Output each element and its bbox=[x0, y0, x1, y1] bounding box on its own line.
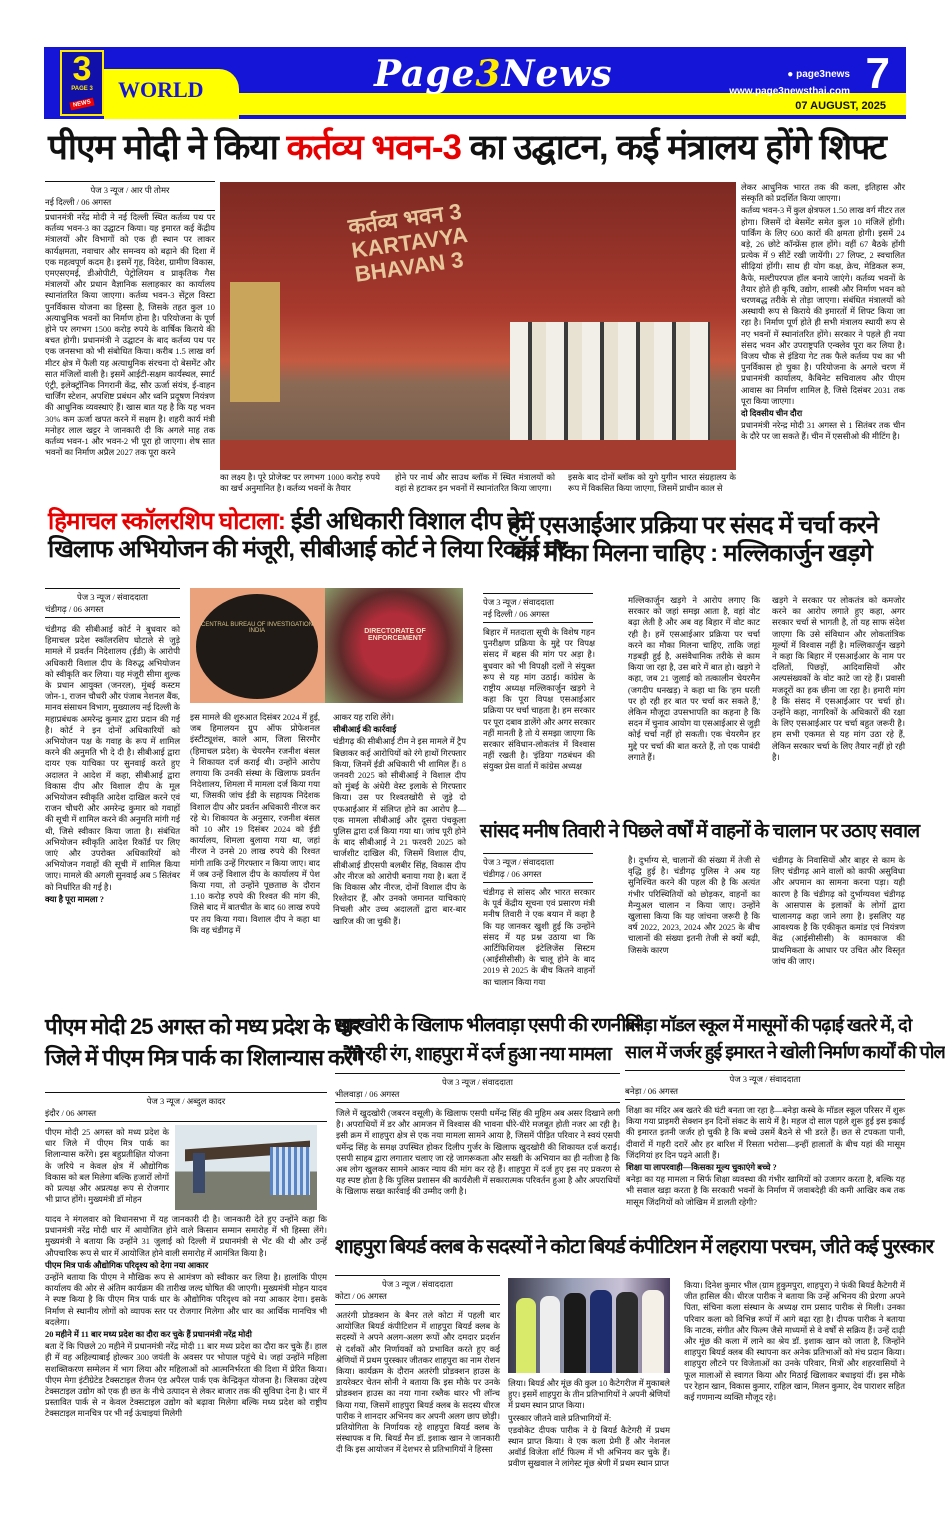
person bbox=[564, 1293, 586, 1373]
beard-col1: अतरंगी प्रोडक्शन के बैनर तले कोटा में पहली बार आयोजित बियर्ड कंपीटिशन में शाहपुरा बियर्ड क्लब के सदस्यों ने अपने अलग-अलग रूपों और दमदार प्रदर्शन से दर्शकों और निर्णायकों को प्रभावित करते हुए कई श्रेणियों में प्रथम पुरस्कार जीतकर शाहपुरा का नाम रोशन किया। कार्यक्रम के दौरान अतरंगी प्रोडक्शन हाउस के डायरेक्टर चेतन सोनी ने बताया कि इस मौके पर उनके प्रोडक्शन हाउस का नया गाना रब्लैक थार२ भी लॉन्च किया गया, जिसमें शाहपुरा बियर्ड क्लब के सदस्य धीरज पारीक ने शानदार अभिनय कर अपनी अलग छाप छोड़ी। प्रतियोगिता के निर्णायक रहे शाहपुरा बियर्ड क्लब के संस्थापक व मि. बियर्ड मैन डॉ. इशाक खान ने जानकारी दी कि इस आयोजन में देशभर से प्रतिभागियों ने हिस्सा bbox=[336, 1311, 500, 1455]
himachal-byline: पेज 3 न्यूज / संवाददाता चंडीगढ़ / 06 अगस्त bbox=[45, 588, 180, 618]
khudkhori-byline: पेज 3 न्यूज / संवाददाता भीलवाड़ा / 06 अगस्त bbox=[335, 1073, 620, 1103]
lead-col1: प्रधानमंत्री नरेंद्र मोदी ने नई दिल्ली स्थित कर्तव्य पथ पर कर्तव्य भवन-3 का उद्घाटन किया। यह इमारत कई केंद्रीय मंत्रालयों और विभागों को एक ही स्थान पर लाकर कार्यक्षमता, नवाचार और समन्वय को बढ़ाने की दिशा में एक महत्वपूर्ण कदम है। इसमें गृह, विदेश, ग्रामीण विकास, एमएसएमई, डीओपीटी, पेट्रोलियम व प्राकृतिक गैस मंत्रालयों और प्रधान वैज्ञानिक सलाहकार का कार्यालय स्थानांतरित किया जाएगा। कर्तव्य भवन-3 सेंट्रल विस्टा पुनर्विकास योजना का हिस्सा है, जिसके तहत कुल 10 अत्याधुनिक भवनों का निर्माण होना है। परियोजना के पूर्ण होने पर लगभग 1500 करोड़ रुपये के वार्षिक किराये की बचत होगी। प्रधानमंत्री ने उद्घाटन के बाद कर्तव्य पथ पर एक जनसभा को भी संबोधित किया। करीब 1.5 लाख वर्ग मीटर क्षेत्र में फैली यह अत्याधुनिक संरचना दो बेसमेंट और सात मंजिलों वाली है। इसमें आईटी-सक्षम कार्यस्थल, स्मार्ट एंट्री, इलेक्ट्रॉनिक निगरानी केंद्र, सौर ऊर्जा संयंत्र, ई-वाहन चार्जिंग स्टेशन, अपशिष्ट प्रबंधन और ध्वनि प्रदूषण नियंत्रण की आधुनिक व्यवस्थाएं हैं। खास बात यह है कि यह भवन 30% कम ऊर्जा खपत करने में सक्षम है। शहरी कार्य मंत्री मनोहर लाल खट्टर ने जानकारी दी कि अगले माह तक कर्तव्य भवन-1 और भवन-2 भी पूरा हो जाएगा। शेष सात भवनों का निर्माण अप्रैल 2027 तक पूरा करने bbox=[45, 213, 215, 458]
brand-logo: Page3News bbox=[374, 53, 613, 95]
kharge-col3: खड़गे ने सरकार पर लोकतंत्र को कमजोर करने का आरोप लगाते हुए कहा, अगर सरकार चर्चा से भागती है, तो यह साफ संदेश जाएगा कि उसे संविधान और लोकतांत्रिक मूल्यों में विश्वास नहीं है। मल्लिकार्जुन खड़गे ने कहा कि बिहार में एसआईआर के नाम पर दलितों, पिछड़ों, आदिवासियों और अल्पसंख्यकों के वोट काटे जा रहे हैं। प्रवासी मजदूरों का हक छीना जा रहा है। हमारी मांग है कि संसद में एसआईआर पर चर्चा हो। उन्होंने कहा, नागरिकों के अधिकारों की रक्षा के लिए एसआईआर पर चर्चा बहुत जरूरी है। हम सभी एकमत से यह मांग उठा रहे हैं, लेकिन सरकार चर्चा के लिए तैयार नहीं हो रही है। bbox=[772, 596, 905, 762]
lead-photo bbox=[220, 182, 736, 470]
lead-caption2: होने पर नार्थ और साउथ ब्लॉक में स्थित मंत्रालयों को वहां से हटाकर इन भवनों में स्थानांतरित किया जाएगा। bbox=[395, 473, 555, 494]
lead-caption1: का लक्ष्य है। पूरे प्रोजेक्ट पर लगभग 1000 करोड़ रुपये का खर्च अनुमानित है। कर्तव्य भवनों के तैयार bbox=[220, 473, 380, 494]
tiwari-byline: पेज 3 न्यूज / संवाददाता चंडीगढ़ / 06 अगस्त bbox=[483, 853, 593, 883]
beard-col2: लिया। बियर्ड और मूंछ की कुल 10 कैटेगरीज में मुकाबले हुए। इसमें शाहपुरा के तीन प्रतिभागियों ने अपनी श्रेणियों में प्रथम स्थान प्राप्त किया। पुरस्कार जीतने वाले प्रतिभागियों में: एडवोकेट दीपक पारीक ने ग्रे बियर्ड कैटेगरी में प्रथम स्थान प्राप्त किया। वे एक कला प्रेमी हैं और नेशनल अवॉर्ड विजेता शॉर्ट फिल्म में भी अभिनय कर चुके हैं। प्रवीण सुखवाल ने लांगेस्ट मूंछ श्रेणी में प्रथम स्थान प्राप्त bbox=[508, 1379, 670, 1469]
beard-col3: किया। दिनेश कुमार भील (ग्राम हुकुमपुरा, शाहपुरा) ने फंकी बियर्ड कैटेगरी में जीत हासिल की। धीरज पारीक ने बताया कि उन्हें अभिनय की प्रेरणा अपने पिता, संचिना कला संस्थान के अध्यक्ष राम प्रसाद पारीक से मिली। उनका परिवार कला को विभिन्न रूपों में आगे बढ़ा रहा है। दीपक पारीक ने बताया कि नाटक, संगीत और फिल्म जैसे माध्यमों से वे वर्षों से सक्रिय हैं। उन्हें दाढ़ी और मूंछ की कला में लाने का श्रेय डॉ. इशाक खान को जाता है, जिन्होंने शाहपुरा बियर्ड क्लब की स्थापना कर अनेक प्रतिभाओं को मंच प्रदान किया। शाहपुरा लौटने पर विजेताओं का उनके परिवार, मित्रों और शहरवासियों ने फूल मालाओं से स्वागत किया और मिठाई खिलाकर बधाइयां दीं। इस मौके पर रेहान खान, विकास कुमार, राहिल खान, मिलन कुमार, देव पाराशर सहित कई गणमान्य व्यक्ति मौजूद रहे। bbox=[684, 1281, 905, 1403]
khudkhori-headline: खुदखोरी के खिलाफ भीलवाड़ा एसपी की रणनीति ला रही रंग, शाहपुरा में दर्ज हुआ नया मामला bbox=[335, 1015, 640, 1065]
himachal-col1: चंडीगढ़ की सीबीआई कोर्ट ने बुधवार को हिमाचल प्रदेश स्कॉलरशिप घोटाले से जुड़े मामले में प्रवर्तन निदेशालय (ईडी) के आरोपी अधिकारी विशाल दीप के विरुद्ध अभियोजन को स्वीकृति कर लिया। यह मंजूरी सीमा शुल्क के प्रधान आयुक्त (जनरल), मुंबई कस्टम जोन-1, राजन चौधरी और पंजाब नेशनल बैंक, मानव संसाधन विभाग, मुख्यालय नई दिल्ली के महाप्रबंधक अमरेन्द्र कुमार द्वारा प्रदान की गई है। कोर्ट ने इन दोनों अधिकारियों को अभियोजन पक्ष के गवाह के रूप में शामिल करने की अनुमति भी दे दी है। सीबीआई द्वारा दायर एक याचिका पर सुनवाई करते हुए अदालत ने आदेश में कहा, सीबीआई द्वारा विकास दीप और विशाल दीप के मूल अभियोजन स्वीकृति आदेश दाखिल करने एवं राजन चौधरी और अमरेन्द्र कुमार को गवाहों की सूची में शामिल करने की अनुमति मांगी गई थी, जिसे स्वीकार किया जाता है। संबंधित अभियोजन स्वीकृति आदेश रिकॉर्ड पर लिए जाएं और उपरोक्त अधिकारियों को अभियोजन गवाहों की सूची में शामिल किया जाए। मामले की अगली सुनवाई अब 5 सितंबर को निर्धारित की गई है। क्या है पूरा मामला ? bbox=[45, 625, 180, 904]
page3-logo: 3 PAGE 3 NEWS bbox=[60, 50, 104, 116]
mitra-headline: पीएम मोदी 25 अगस्त को मध्य प्रदेश के धार जिले में पीएम मित्र पार्क का शिलान्यास करेंगे bbox=[45, 1014, 364, 1070]
mitra-park-photo bbox=[175, 1125, 317, 1210]
photo-carpet bbox=[220, 440, 736, 470]
ed-logo: DIRECTORATE OF ENFORCEMENT bbox=[364, 628, 426, 642]
ed-logo-photo bbox=[325, 588, 463, 703]
kharge-col1: बिहार में मतदाता सूची के विशेष गहन पुनरीक्षण प्रक्रिया के मुद्दे पर विपक्ष संसद में बहस की मांग पर अड़ा है। बुधवार को भी विपक्षी दलों ने संयुक्त रूप से यह मांग उठाई। कांग्रेस के राष्ट्रीय अध्यक्ष मल्लिकार्जुन खड़गे ने कहा कि पूरा विपक्ष एसआईआर प्रक्रिया पर चर्चा चाहता है। हम सरकार पर पूरा दबाव डालेंगे और अगर सरकार नहीं मानती है तो ये समझा जाएगा कि सरकार संविधान-लोकतंत्र में विश्वास नहीं रखती है। 'इंडिया' गठबंधन की संयुक्त प्रेस वार्ता में कांग्रेस अध्यक्ष bbox=[483, 628, 595, 772]
photo-pillar bbox=[230, 282, 280, 402]
kharge-byline: पेज 3 न्यूज / संवाददाता नई दिल्ली / 06 अगस्त bbox=[483, 593, 593, 623]
baneda-headline: बनेड़ा मॉडल स्कूल में मासूमों की पढ़ाई खतरे में, दो साल में जर्जर हुई इमारत ने खोली निर्माण कार्यों की पोल bbox=[625, 1015, 945, 1062]
beard-byline: पेज 3 न्यूज / संवाददाता कोटा / 06 अगस्त bbox=[335, 1275, 500, 1305]
issue-date: 07 AUGUST, 2025 bbox=[795, 100, 886, 112]
person bbox=[540, 1296, 560, 1373]
photo-sign: कर्तव्य भवन 3 KARTAVYA BHAVAN 3 bbox=[346, 198, 469, 288]
lead-caption3: इसके बाद दोनों ब्लॉक को युगे युगीन भारत संग्रहालय के रूप में विकसित किया जाएगा, जिसमें प्राचीन काल से bbox=[568, 473, 736, 494]
section-name: WORLD bbox=[118, 77, 204, 102]
tiwari-col2: है। दुर्भाग्य से, चालानों की संख्या में तेजी से वृद्धि हुई है। चंडीगढ़ पुलिस ने अब यह सुनिश्चित करने की पहल की है कि अत्यंत गंभीर परिस्थितियों को छोड़कर, वाहनों का मैन्युअल चालान न किया जाए। उन्होंने खुलासा किया कि यह जांचना जरूरी है कि वर्ष 2022, 2023, 2024 और 2025 के बीच चालानों की संख्या इतनी तेजी से क्यों बढ़ी, जिसके कारण bbox=[628, 856, 760, 955]
kharge-headline: हमें एसआईआर प्रक्रिया पर संसद में चर्चा करने का मौका मिलना चाहिए : मल्लिकार्जुन खड़गे bbox=[507, 512, 879, 567]
masthead bbox=[44, 47, 906, 119]
kharge-col2: मल्लिकार्जुन खड़गे ने आरोप लगाए कि सरकार को जहां समझ आता है, वहां वोट बढ़ा लेती है और अब वह बिहार में वोट काट रही है। हमें एसआईआर प्रक्रिया पर चर्चा करने का मौका मिलना चाहिए, ताकि जहां गड़बड़ी हुई है, असंवैधानिक तरीके से काम किया जा रहा है, उस बारे में बात हो। खड़गे ने कहा, जब 21 जुलाई को तत्कालीन चेयरमैन (जगदीप धनखड़) ने कहा था कि 'हम धरती पर हो रही हर बात पर चर्चा कर सकते हैं,' लेकिन मौजूदा उपसभापति का कहना है कि सदन में चुनाव आयोग या एसआईआर से जुड़ी कोई चर्चा नहीं हो सकती। एक चेयरमैन हर मुद्दे पर चर्चा की बात करते हैं, तो एक पाबंदी लगाते हैं। bbox=[628, 596, 761, 762]
himachal-headline: हिमाचल स्कॉलरशिप घोटाला: ईडी अधिकारी विशाल दीप के खिलाफ अभियोजन की मंजूरी, सीबीआई कोर्ट ने लिया रिकॉर्ड पर bbox=[48, 508, 567, 563]
person bbox=[616, 1292, 638, 1373]
mitra-intro: पीएम मोदी 25 अगस्त को मध्य प्रदेश के धार जिले में पीएम मित्र पार्क का शिलान्यास करेंगे। इस बहुप्रतीक्षित योजना के जरिये न केवल क्षेत्र में औद्योगिक विकास को बल मिलेगा बल्कि हजारों लोगों को प्रत्यक्ष और अप्रत्यक्ष रूप से रोजगार भी प्राप्त होंगे। मुख्यमंत्री डॉ मोहन bbox=[45, 1128, 169, 1205]
himachal-col2: इस मामले की शुरुआत दिसंबर 2024 में हुई, जब हिमालयन ग्रुप ऑफ प्रोफेशनल इंस्टीट्यूशंस, काले आम, जिला सिरमौर (हिमाचल प्रदेश) के चेयरमैन रजनीश बंसल ने शिकायत दर्ज कराई थी। उन्होंने आरोप लगाया कि उनकी संस्था के खिलाफ प्रवर्तन निदेशालय, शिमला में मामला दर्ज किया गया था, जिसकी जांच ईडी के सहायक निदेशक विशाल दीप और प्रवर्तन अधिकारी नीरज कर रहे थे। शिकायत के अनुसार, रजनीश बंसल को 10 और 19 दिसंबर 2024 को ईडी कार्यालय, शिमला बुलाया गया था, जहां नीरज ने उनसे 20 लाख रुपये की रिश्वत मांगी ताकि उन्हें गिरफ्तार न किया जाए। बाद में जब उन्हें विशाल दीप के कार्यालय में पेश किया गया, तो उन्होंने पूछताछ के दौरान 1.10 करोड़ रुपये की रिश्वत की मांग की, जिसे बाद में बातचीत के बाद 60 लाख रुपये पर तय किया गया। विशाल दीप ने कहा था कि वह चंडीगढ़ में bbox=[190, 713, 320, 935]
lead-col3: लेकर आधुनिक भारत तक की कला, इतिहास और संस्कृति को प्रदर्शित किया जाएगा। कर्तव्य भवन-3 में कुल क्षेत्रफल 1.50 लाख वर्ग मीटर तल होगा। जिसमें दो बेसमेंट समेत कुल 10 मंजिलें होंगी। पार्किंग के लिए 600 कारों की क्षमता होगी। इसमें 24 बड़े, 26 छोटे कॉन्फ्रेंस हाल होंगे। वहीं 67 बैठके होंगी प्रत्येक में 9 सीटें रखी जायेंगी। 27 लिफ्ट, 2 स्वचालित सीढ़ियां होंगी। साथ ही योग कक्ष, क्रेच, मेडिकल रूम, कैफे, मल्टीपरपज हॉल बनाये जाएंगे। कर्तव्य भवनों के तैयार होते ही कृषि, उद्योग, शास्त्री और निर्माण भवन को चरणबद्ध तरीके से तोड़ा जाएगा। संबंधित मंत्रालयों को अस्थायी रूप से किराये की इमारतों में शिफ्ट किया जा रहा है। निर्माण पूर्ण होते ही सभी मंत्रालय स्थायी रूप से नए भवनों में स्थानांतरित होंगे। सरकार ने पहले ही नया संसद भवन और उपराष्ट्रपति एन्क्लेव पूरा कर लिया है। विजय चौक से इंडिया गेट तक फैले कर्तव्य पथ का भी पुनर्विकास हो चुका है। परियोजना के अगले चरण में प्रधानमंत्री कार्यालय, कैबिनेट सचिवालय और पीएम आवास का निर्माण शामिल है, जिसे दिसंबर 2031 तक पूरा किया जाएगा। दो दिवसीय चीन दौरा प्रधानमंत्री नरेन्द्र मोदी 31 अगस्त से 1 सितंबर तक चीन के दौरे पर जा सकते हैं। चीन में एससीओ की मीटिंग है। bbox=[741, 183, 905, 442]
khudkhori-body: जिले में खुदखोरी (जबरन वसूली) के खिलाफ एसपी धर्मेन्द्र सिंह की मुहिम अब असर दिखाने लगी है। अपराधियों में डर और आमजन में विश्वास की भावना धीरे-धीरे मजबूत होती नजर आ रही है। इसी क्रम में शाहपुरा क्षेत्र से एक नया मामला सामने आया है, जिसमें पीड़ित परिवार ने स्वयं एसपी धर्मेन्द्र सिंह के समक्ष उपस्थित होकर दिलीप गुर्जर के खिलाफ खुदखोरी की शिकायत दर्ज कराई। एसपी साहब द्वारा लगातार चलाए जा रहे जागरूकता और सख्ती के अभियान का ही नतीजा है कि अब लोग खुलकर सामने आकर न्याय की मांग कर रहे हैं। शाहपुरा में दर्ज हुए इस नए प्रकरण से यह स्पष्ट होता है कि पुलिस प्रशासन की कार्यशैली में सकारात्मक परिवर्तन हुआ है और अपराधियों के खिलाफ सख्त कार्रवाई की उम्मीद जगी है। bbox=[336, 1109, 620, 1197]
cbi-logo: CENTRAL BUREAU OF INVESTIGATION INDIA bbox=[196, 594, 318, 699]
baneda-byline: पेज 3 न्यूज / संवाददाता बनेड़ा / 06 अगस्त bbox=[625, 1070, 905, 1100]
baneda-body: शिक्षा का मंदिर अब खतरे की घंटी बनता जा रहा है—बनेड़ा कस्बे के मॉडल स्कूल परिसर में शुरू किया गया प्राइमरी सेक्शन इन दिनों संकट के साये में है। महज दो साल पहले शुरू हुई इस इकाई की इमारत इतनी जर्जर हो चुकी है कि बच्चे उसमें बैठने से भी डरते हैं। छत से टपकता पानी, दीवारों में गहरी दरारें और हर बारिश में रिसता भरोसा—इन्हीं हालातों के बीच यहां की मासूम जिंदगियां हर दिन पढ़ने आती हैं। शिक्षा या लापरवाही—किसका मूल्य चुकाएंगे बच्चे ? बनेड़ा का यह मामला न सिर्फ शिक्षा व्यवस्था की गंभीर खामियों को उजागर करता है, बल्कि यह भी सवाल खड़ा करता है कि सरकारी भवनों के निर्माण में जवाबदेही की कमी आखिर कब तक मासूम जिंदगियों को जोखिम में डालती रहेगी? bbox=[626, 1106, 905, 1207]
lead-headline: पीएम मोदी ने किया कर्तव्य भवन-3 का उद्घाटन, कई मंत्रालय होंगे शिफ्ट bbox=[48, 128, 886, 167]
mitra-body: यादव ने मंगलवार को विधानसभा में यह जानकारी दी है। जानकारी देते हुए उन्होंने कहा कि प्रधानमंत्री नरेंद्र मोदी धार में आयोजित होने वाले किसान सम्मान समारोह में भी हिस्सा लेंगे। मुख्यमंत्री ने बताया कि उन्होंने 31 जुलाई को दिल्ली में प्रधानमंत्री से भेंट की थी और उन्हें औपचारिक रूप से धार में आयोजित होने वाली समारोह में आमंत्रित किया है। पीएम मित्र पार्क औद्योगिक परिदृश्य को देगा नया आकार उन्होंने बताया कि पीएम ने मौखिक रूप से आमंत्रण को स्वीकार कर लिया है। हालांकि पीएम कार्यालय की ओर से अंतिम कार्यक्रम की तारीख जल्द घोषित की जाएगी। मुख्यमंत्री मोहन यादव ने स्पष्ट किया है कि पीएम मित्र पार्क धार के औद्योगिक परिदृश्य को नया आकार देगा। इसके निर्माण से स्थानीय लोगों को व्यापक स्तर पर रोजगार मिलेगा और धार का आर्थिक मानचित्र भी बदलेगा। 20 महीने में 11 बार मध्य प्रदेश का दौरा कर चुके हैं प्रधानमंत्री नरेंद्र मोदी बता दें कि पिछले 20 महीने में प्रधानमंत्री नरेंद्र मोदी 11 बार मध्य प्रदेश का दौरा कर चुके हैं। हाल ही में वह अहिल्याबाई होल्कर 300 जयंती के अवसर पर भोपाल पहुंचे थे। जहां उन्होंने महिला सशक्तिकरण सम्मेलन में भाग लिया और महिलाओं को आत्मनिर्भरता की दिशा में प्रेरित किया। पीएम मेगा इंटीग्रेटेड टैक्सटाइल रीजन एंड अपैरल पार्क एक केन्द्रिकृत योजना है। जिसका उद्देश्य टेक्सटाइल उद्योग को एक ही छत के नीचे उत्पादन से लेकर बाजार तक की सुविधा देना है। धार में प्रस्तावित पार्क से न केवल टेक्सटाइल उद्योग को बढ़ावा मिलेगा बल्कि मध्य प्रदेश को राष्ट्रीय टेक्सटाइल मानचित्र पर भी नई ऊंचाइयां मिलेगी bbox=[45, 1215, 327, 1419]
beard-headline: शाहपुरा बियर्ड क्लब के सदस्यों ने कोटा बियर्ड कंपीटिशन में लहराया परचम, जीते कई पुरस्कार bbox=[335, 1236, 934, 1258]
person bbox=[590, 1290, 612, 1373]
himachal-col3: आकर यह राशि लेंगे। सीबीआई की कार्रवाई चंडीगढ़ की सीबीआई टीम ने इस मामले में ट्रैप बिछाकर कई आरोपियों को रंगे हाथों गिरफ्तार किया, जिनमें ईडी अधिकारी भी शामिल हैं। 8 जनवरी 2025 को सीबीआई ने विशाल दीप को मुंबई के अंधेरी वेस्ट इलाके से गिरफ्तार किया। उस पर रिश्वतखोरी से जुड़े दो एफआईआर में संलिप्त होने का आरोप है—एक मामला सीबीआई और दूसरा पंचकूला पुलिस द्वारा दर्ज किया गया था। जांच पूरी होने के बाद सीबीआई ने 21 फरवरी 2025 को चार्जशीट दाखिल की, जिसमें विशाल दीप, सीबीआई डीएसपी बलबीर सिंह, विकास दीप और नीरज को आरोपी बनाया गया है। बता दें कि विकास और नीरज, दोनों विशाल दीप के रिश्तेदार हैं, और उनको जमानत याचिकाएं निचली और उच्च अदालतों द्वारा बार-बार खारिज की जा चुकी हैं। bbox=[333, 713, 466, 926]
tiwari-col3: चंडीगढ़ के निवासियों और बाहर से काम के लिए चंडीगढ़ आने वालों को काफी असुविधा और अपमान का सामना करना पड़ा। यही कारण है कि चंडीगढ़ को दुर्भाग्यवश चंडीगढ़ के आसपास के इलाकों के लोगों द्वारा चालानगढ़ कहा जाने लगा है। इसलिए यह आवश्यक है कि एकीकृत कमांड एवं नियंत्रण केंद्र (आईसीसीसी) के कामकाज की प्राथमिकता के आधार पर उचित और विस्तृत जांच की जाए। bbox=[772, 856, 905, 966]
person bbox=[642, 1290, 664, 1373]
mitra-byline: पेज 3 न्यूज / अब्दुल कादर इंदौर / 06 अगस्त bbox=[45, 1092, 327, 1122]
tiwari-headline: सांसद मनीष तिवारी ने पिछले वर्षों में वाहनों के चालान पर उठाए सवाल bbox=[480, 821, 920, 842]
page-number: 7 bbox=[865, 49, 890, 98]
cbi-logo-photo bbox=[190, 588, 325, 703]
website: www.page3newsthai.com bbox=[729, 86, 850, 97]
gate-pillar bbox=[193, 1153, 205, 1193]
person bbox=[516, 1298, 536, 1373]
tiwari-col1: चंडीगढ़ से सांसद और भारत सरकार के पूर्व केंद्रीय सूचना एवं प्रसारण मंत्री मनीष तिवारी ने एक बयान में कहा है कि यह जानकर खुशी हुई कि उन्होंने संसद में यह प्रश्न उठाया था कि आर्टिफिशियल इंटेलिजेंस सिस्टम (आईसीसीसी) के चालू होने के बाद 2019 से 2025 के बीच कितने वाहनों का चालान किया गया bbox=[483, 888, 595, 987]
gate-scaffold bbox=[270, 1147, 310, 1195]
beard-winners-photo bbox=[508, 1278, 670, 1373]
social-handle: ● page3news bbox=[787, 69, 850, 80]
lead-byline: पेज 3 न्यूज / आर पी तोमर नई दिल्ली / 06 अगस्त bbox=[45, 181, 215, 211]
